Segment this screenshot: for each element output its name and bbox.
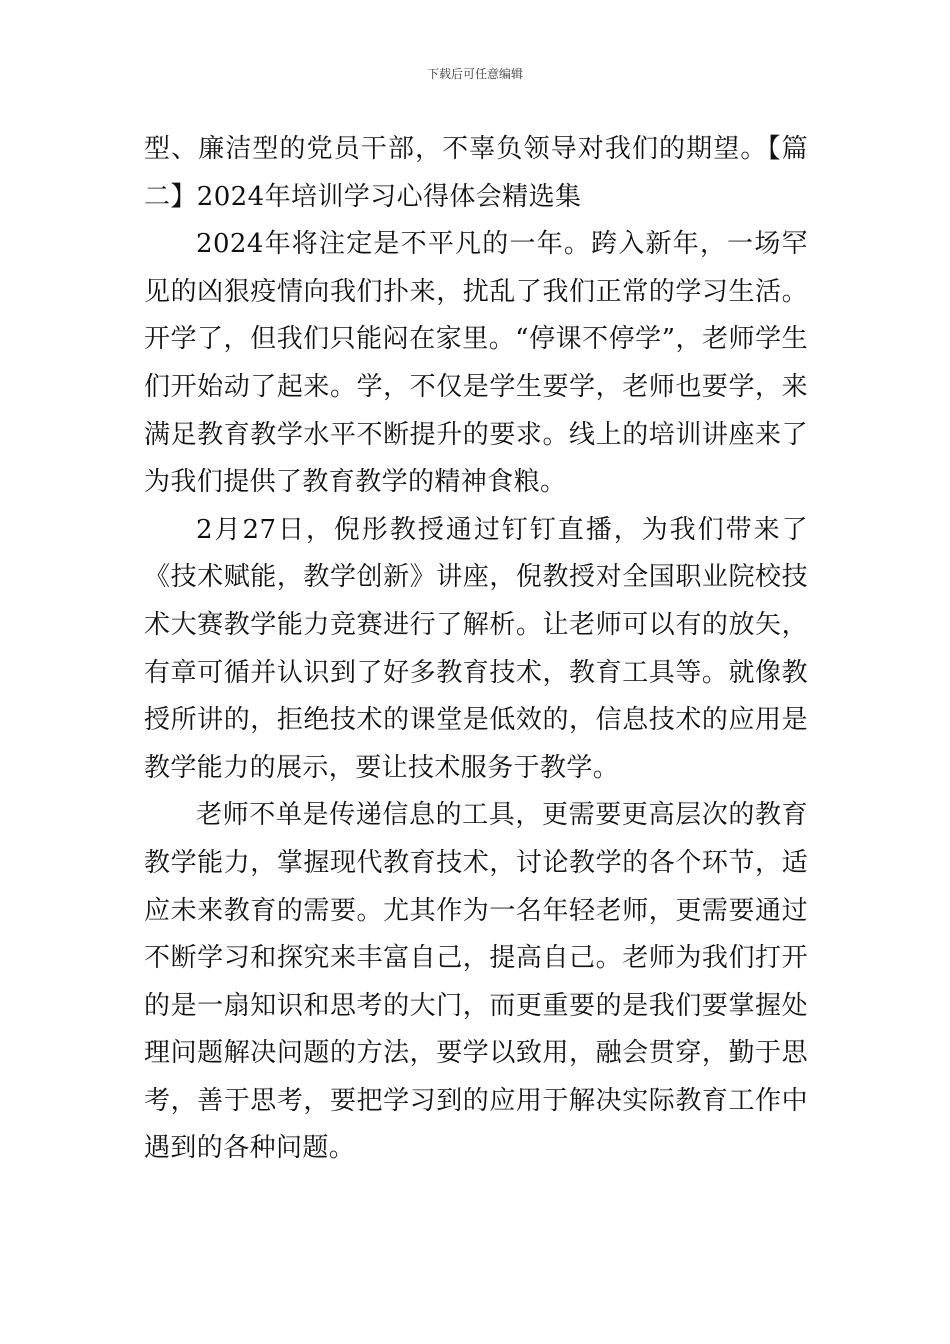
paragraph-reflection: 老师不单是传递信息的工具，更需要更高层次的教育教学能力，掌握现代教育技术，讨论教学的各个环节，适应未来教育的需要。尤其作为一名年轻老师，更需要通过不断学习和探究来丰富自己，提高自己。老师为我们打开的是一扇知识和思考的大门，而更重要的是我们要掌握处理问题解决问题的方法，要学以致用，融会贯穿，勤于思考，善于思考，要把学习到的应用于解决实际教育工作中遇到的各种问题。 bbox=[144, 800, 808, 1164]
document-body bbox=[144, 126, 808, 1173]
paragraph-lecture: 2月27日，倪彤教授通过钉钉直播，为我们带来了《技术赋能，教学创新》讲座，倪教授对全国职业院校技术大赛教学能力竞赛进行了解析。让老师可以有的放矢，有章可循并认识到了好多教育技术，教育工具等。就像教授所讲的，拒绝技术的课堂是低效的，信息技术的应用是教学能力的展示，要让技术服务于教学。 bbox=[144, 514, 808, 783]
paragraph-intro: 2024年将注定是不平凡的一年。跨入新年，一场罕见的凶狠疫情向我们扑来，扰乱了我们正常的学习生活。开学了，但我们只能闷在家里。“停课不停学”，老师学生们开始动了起来。学，不仅是学生要学，老师也要学，来满足教育教学水平不断提升的要求。线上的培训讲座来了为我们提供了教育教学的精神食粮。 bbox=[144, 229, 808, 498]
page-header: 下载后可任意编辑 bbox=[426, 67, 523, 81]
paragraph-continuation: 型、廉洁型的党员干部，不辜负领导对我们的期望。【篇二】2024年培训学习心得体会精选集 bbox=[144, 134, 808, 212]
